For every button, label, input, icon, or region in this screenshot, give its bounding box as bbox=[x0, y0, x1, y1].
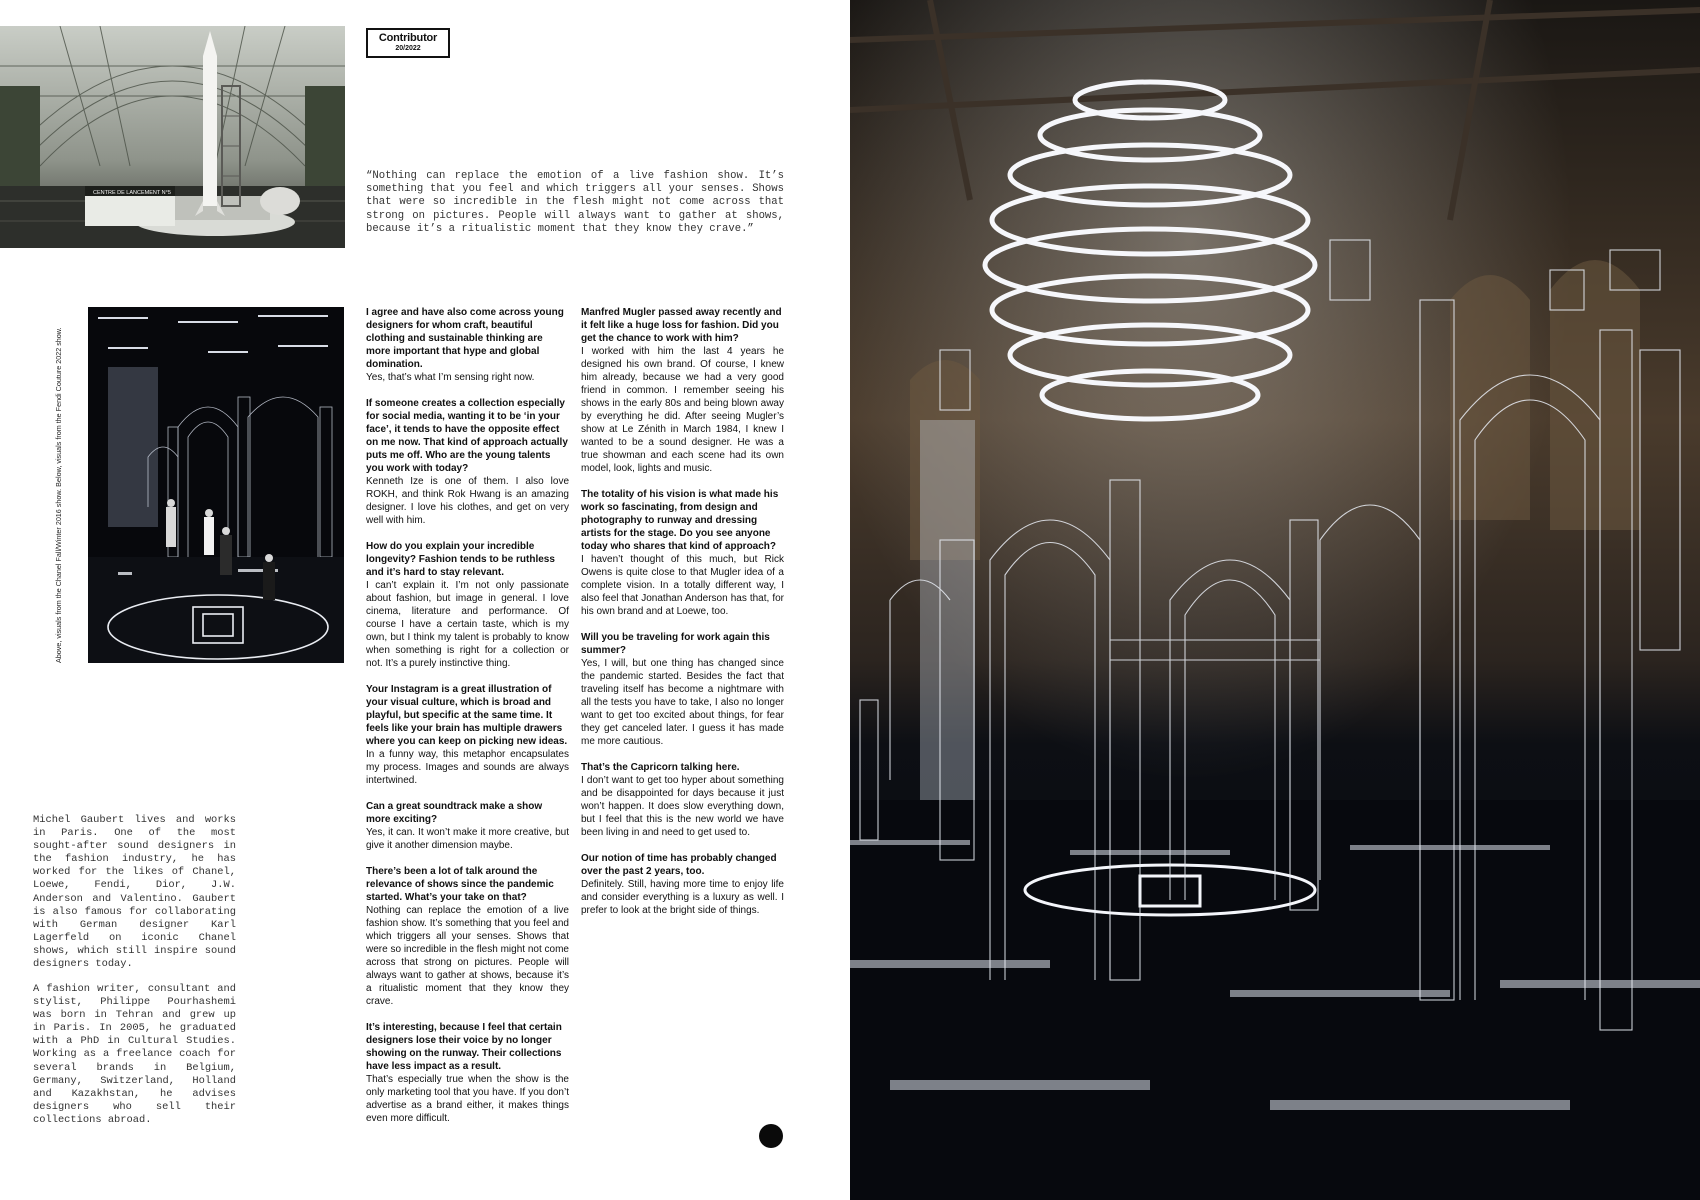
qa-block bbox=[581, 761, 784, 839]
answer: Yes, that’s what I’m sensing right now. bbox=[366, 372, 535, 383]
interview-column-1 bbox=[366, 306, 569, 1138]
qa-block bbox=[366, 306, 569, 384]
question: I agree and have also come across young designers for whom craft, beautiful clothing and sustainable thinking are more important that hype and global domination. bbox=[366, 307, 564, 370]
page-marker-dot bbox=[759, 1124, 783, 1148]
badge-title: Contributor bbox=[378, 32, 438, 44]
contributor-badge bbox=[366, 28, 450, 58]
question: Manfred Mugler passed away recently and it felt like a huge loss for fashion. Did you get the chance to work with him? bbox=[581, 307, 782, 344]
question: Our notion of time has probably changed over the past 2 years, too. bbox=[581, 853, 777, 877]
runway-photo bbox=[88, 307, 344, 663]
question: If someone creates a collection especially for social media, wanting it to be ‘in your face’, it tends to have the opposite effect on me now. That kind of approach actually puts me off. Who are the young talents you work with today? bbox=[366, 398, 568, 474]
qa-block bbox=[366, 683, 569, 787]
question: Your Instagram is a great illustration of your visual culture, which is broad and playful, but specific at the same time. It feels like your brain has multiple drawers where you can keep on picking new ideas. bbox=[366, 684, 568, 747]
answer: Kenneth Ize is one of them. I also love ROKH, and think Rok Hwang is an amazing designer. I love his clothes, and get on very well with him. bbox=[366, 476, 569, 526]
right-page bbox=[850, 0, 1700, 1200]
question: It’s interesting, because I feel that certain designers lose their voice by no longer showing on the runway. Their collections have less impact as a result. bbox=[366, 1022, 562, 1072]
answer: I worked with him the last 4 years he designed his own brand. Of course, I knew him already, because we had a very good friend in common. I remember seeing his shows in the early 80s and being blown away by everything he did. After seeing Mugler’s show at Le Zénith in March 1984, I knew I wanted to be a sound designer. He was a true showman and each scene had its own model, look, lights and music. bbox=[581, 346, 784, 474]
qa-block bbox=[581, 488, 784, 618]
question: Can a great soundtrack make a show more exciting? bbox=[366, 801, 543, 825]
qa-block bbox=[581, 631, 784, 748]
qa-block bbox=[366, 865, 569, 1008]
answer: Definitely. Still, having more time to enjoy life and consider everything is a luxury as well. I prefer to look at the bright side of things. bbox=[581, 879, 784, 916]
launch-sign: CENTRE DE LANCEMENT N°5 bbox=[93, 190, 171, 196]
qa-block bbox=[366, 540, 569, 670]
rocket-launch-illustration bbox=[0, 26, 345, 248]
answer: I can’t explain it. I’m not only passionate about fashion, but image in general. I love cinema, literature and performance. Of course I have a certain taste, which is my own, but I think my talent is probably to know when something is right for a collection or not. It’s a purely instinctive thing. bbox=[366, 580, 569, 669]
qa-block bbox=[581, 852, 784, 917]
qa-block bbox=[366, 800, 569, 852]
photo-caption: Above, visuals from the Chanel Fall/Winter 2016 show. Below, visuals from the Fendi Couture 2022 show. bbox=[54, 327, 63, 663]
badge-issue: 20/2022 bbox=[395, 45, 421, 52]
question: There’s been a lot of talk around the relevance of shows since the pandemic started. What’s your take on that? bbox=[366, 866, 554, 903]
question: The totality of his vision is what made his work so fascinating, from design and photography to runway and dressing artists for the stage. Do you see anyone today who shares that kind of approach? bbox=[581, 489, 779, 552]
answer: I don’t want to get too hyper about something and be disappointed for days because it just won’t happen. It does slow everything down, but I feel that this is the new world we have been living in and need to get used to. bbox=[581, 775, 784, 838]
rocket-launch-photo bbox=[0, 26, 345, 248]
question: Will you be traveling for work again this summer? bbox=[581, 632, 770, 656]
fendi-couture-set-photo bbox=[850, 0, 1700, 1200]
answer: I haven’t thought of this much, but Rick Owens is quite close to that Mugler idea of a complete vision. In a totally different way, I also feel that Jonathan Anderson has that, for his own brand and at Loewe, too. bbox=[581, 554, 784, 617]
qa-block bbox=[581, 306, 784, 475]
answer: That’s especially true when the show is the only marketing tool that you have. If you don’t advertise as a brand either, it makes things even more difficult. bbox=[366, 1074, 569, 1124]
answer: Nothing can replace the emotion of a live fashion show. It’s something that you feel and which triggers all your senses. Shows that were so incredible in the flesh might not come across that strong on pictures. People will always want to gather at shows, because it’s a ritualistic moment that they know they crave. bbox=[366, 905, 569, 1007]
answer: In a funny way, this metaphor encapsulates my process. Images and sounds are always intertwined. bbox=[366, 749, 569, 786]
runway-illustration bbox=[88, 307, 344, 663]
qa-block bbox=[366, 397, 569, 527]
question: How do you explain your incredible longevity? Fashion tends to be ruthless and it’s hard to stay relevant. bbox=[366, 541, 555, 578]
bio-philippe-pourhashemi: A fashion writer, consultant and stylist, Philippe Pourhashemi was born in Tehran and grew up in Paris. In 2005, he graduated with a PhD in Cultural Studies. Working as a freelance coach for several brands in Belgium, Germany, Switzerland, Holland and Kazakhstan, he advises designers who sell their collections abroad. bbox=[33, 983, 236, 1126]
answer: Yes, it can. It won’t make it more creative, but give it another dimension maybe. bbox=[366, 827, 569, 851]
pull-quote: “Nothing can replace the emotion of a live fashion show. It’s something that you feel and which triggers all your senses. Shows that were so incredible in the flesh might not come across that strong on pictures. People will always want to gather at shows, because it’s a ritualistic moment that they know they crave.” bbox=[366, 170, 784, 235]
answer: Yes, I will, but one thing has changed since the pandemic started. Besides the fact that traveling itself has become a nightmare with all the tests you have to take, I also no longer want to get too excited about things, for fear they get canceled later. I guess it has made me more cautious. bbox=[581, 658, 784, 747]
question: That’s the Capricorn talking here. bbox=[581, 762, 740, 773]
interview-column-2 bbox=[581, 306, 784, 930]
bio-michel-gaubert: Michel Gaubert lives and works in Paris. One of the most sought-after sound designers in the fashion industry, he has worked for the likes of Chanel, Loewe, Fendi, Dior, J.W. Anderson and Valentino. Gaubert is also famous for collaborating with German designer Karl Lagerfeld on iconic Chanel shows, which still inspire sound designers today. bbox=[33, 814, 236, 971]
qa-block bbox=[366, 1021, 569, 1125]
